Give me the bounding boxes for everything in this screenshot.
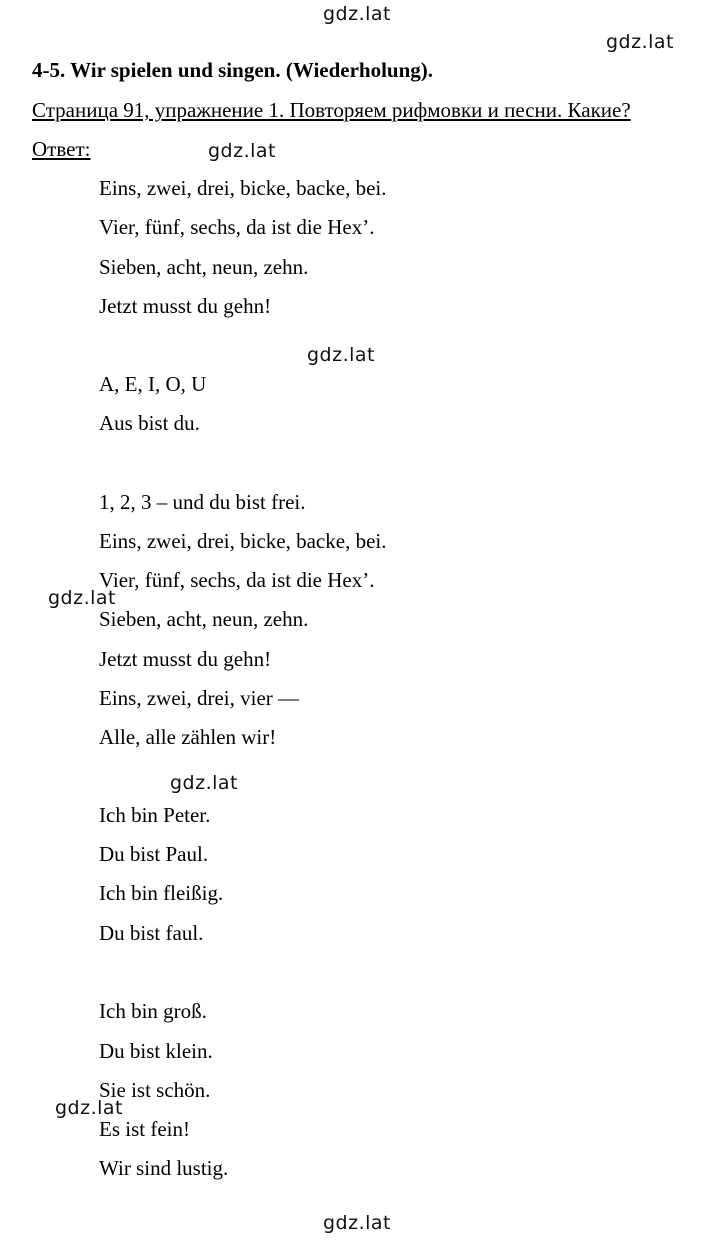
text-line: Ich bin groß. (99, 999, 207, 1023)
text-line: Sie ist schön. (99, 1078, 211, 1102)
watermark: gdz.lat (323, 1212, 392, 1234)
text-line: Alle, alle zählen wir! (99, 725, 277, 749)
text-line: Sieben, acht, neun, zehn. (99, 255, 309, 279)
watermark: gdz.lat (170, 772, 239, 794)
watermark: gdz.lat (55, 1097, 124, 1119)
text-line: Jetzt musst du gehn! (99, 294, 272, 318)
text-line: Du bist Paul. (99, 842, 209, 866)
watermark: gdz.lat (606, 31, 675, 53)
exercise-heading: 4-5. Wir spielen und singen. (Wiederholung). (32, 58, 434, 82)
watermark: gdz.lat (208, 140, 277, 162)
text-line: Es ist fein! (99, 1117, 190, 1141)
text-line: Sieben, acht, neun, zehn. (99, 607, 309, 631)
text-line: Wir sind lustig. (99, 1156, 229, 1180)
text-line: Du bist klein. (99, 1039, 213, 1063)
text-line: Jetzt musst du gehn! (99, 647, 272, 671)
text-line: Ich bin Peter. (99, 803, 211, 827)
task-description: Страница 91, упражнение 1. Повторяем рифмовки и песни. Какие? (32, 98, 631, 122)
answer-label: Ответ: (32, 137, 91, 161)
text-line: 1, 2, 3 – und du bist frei. (99, 490, 306, 514)
watermark: gdz.lat (307, 344, 376, 366)
watermark: gdz.lat (48, 587, 117, 609)
text-line: Eins, zwei, drei, bicke, backe, bei. (99, 529, 387, 553)
text-line: Du bist faul. (99, 921, 204, 945)
text-line: Eins, zwei, drei, vier — (99, 686, 300, 710)
text-line: Ich bin fleißig. (99, 881, 224, 905)
text-line: Vier, fünf, sechs, da ist die Hex’. (99, 568, 375, 592)
text-line: Aus bist du. (99, 411, 200, 435)
text-line: Vier, fünf, sechs, da ist die Hex’. (99, 215, 375, 239)
text-line: Eins, zwei, drei, bicke, backe, bei. (99, 176, 387, 200)
watermark: gdz.lat (323, 3, 392, 25)
text-line: A, E, I, O, U (99, 372, 207, 396)
